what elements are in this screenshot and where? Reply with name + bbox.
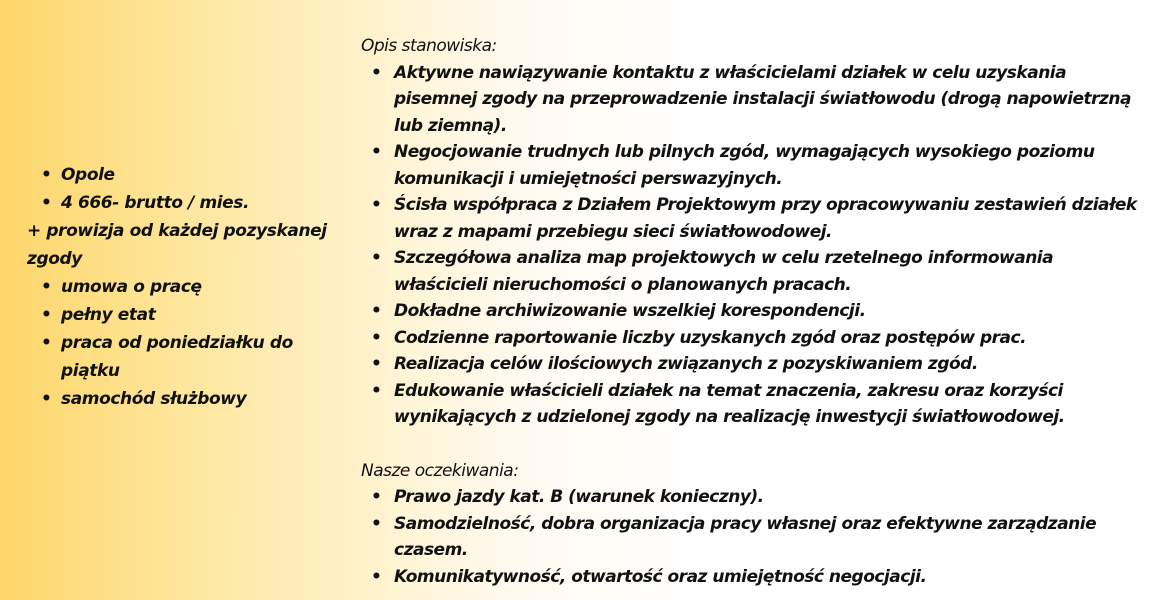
requirement-item: • Komunikatywność, otwartość oraz umiejętność negocjacji. bbox=[361, 564, 1146, 591]
duty-item: • Realizacja celów ilościowych związanych z pozyskiwaniem zgód. bbox=[361, 351, 1146, 378]
commission-note: + prowizja od każdej pozyskanej zgody bbox=[27, 221, 327, 269]
work-days-item: • praca od poniedziałku do piątku bbox=[27, 329, 337, 385]
section-spacer bbox=[361, 431, 1146, 458]
requirement-item: • Prawo jazdy kat. B (warunek konieczny). bbox=[361, 484, 1146, 511]
requirement-item: • Samodzielność, dobra organizacja pracy własnej oraz efektywne zarządzanie czasem. bbox=[361, 511, 1146, 564]
job-details-panel bbox=[361, 33, 1146, 590]
location-item: • Opole bbox=[27, 161, 337, 189]
summary-list-top bbox=[27, 161, 337, 217]
contract-type-item: • umowa o pracę bbox=[27, 273, 337, 301]
company-car-item: • samochód służbowy bbox=[27, 385, 337, 413]
salary-item: • 4 666- brutto / mies. bbox=[27, 189, 337, 217]
expectations-list bbox=[361, 484, 1146, 590]
job-description-list bbox=[361, 60, 1146, 431]
job-description-heading: Opis stanowiska: bbox=[361, 36, 497, 56]
duty-item: • Dokładne archiwizowanie wszelkiej korespondencji. bbox=[361, 298, 1146, 325]
summary-list-bottom bbox=[27, 273, 337, 413]
duty-item: • Ścisła współpraca z Działem Projektowym przy opracowywaniu zestawień działek wraz z mapami przebiegu sieci światłowodowej. bbox=[361, 192, 1146, 245]
duty-item: • Codzienne raportowanie liczby uzyskanych zgód oraz postępów prac. bbox=[361, 325, 1146, 352]
job-summary-panel bbox=[27, 161, 337, 413]
duty-item: • Aktywne nawiązywanie kontaktu z właścicielami działek w celu uzyskania pisemnej zgody na przeprowadzenie instalacji światłowodu (drogą napowietrzną lub ziemną). bbox=[361, 60, 1146, 140]
duty-item: • Szczegółowa analiza map projektowych w celu rzetelnego informowania właścicieli nieruchomości o planowanych pracach. bbox=[361, 245, 1146, 298]
employment-time-item: • pełny etat bbox=[27, 301, 337, 329]
expectations-heading: Nasze oczekiwania: bbox=[361, 460, 519, 481]
duty-item: • Negocjowanie trudnych lub pilnych zgód, wymagających wysokiego poziomu komunikacji i umiejętności perswazyjnych. bbox=[361, 139, 1146, 192]
duty-item: • Edukowanie właścicieli działek na temat znaczenia, zakresu oraz korzyści wynikających z udzielonej zgody na realizację inwestycji światłowodowej. bbox=[361, 378, 1146, 431]
